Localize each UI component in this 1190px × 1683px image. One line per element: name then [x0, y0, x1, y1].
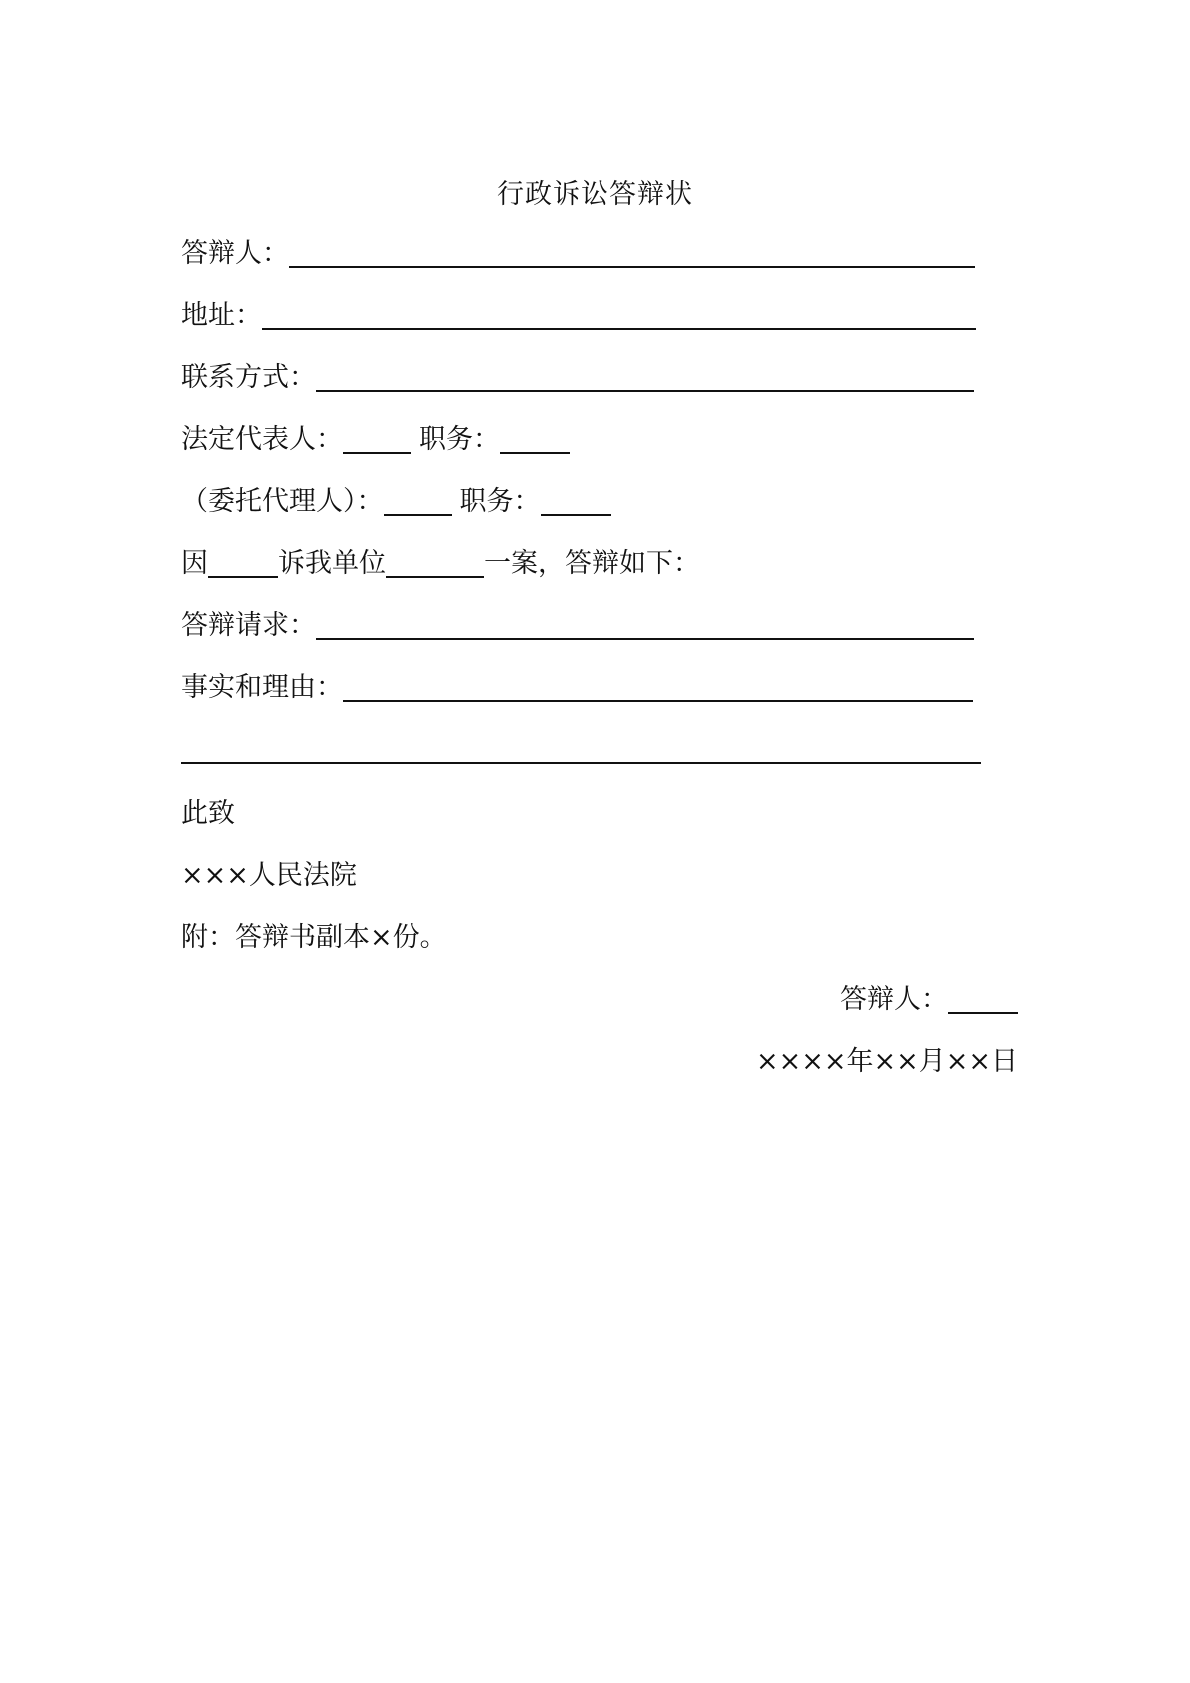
case-prefix: 因 — [181, 548, 208, 579]
legal-rep-row — [181, 422, 570, 458]
salutation: 此致 — [181, 798, 235, 829]
respondent-row — [181, 236, 975, 272]
agent-field[interactable] — [384, 484, 452, 516]
signature-row — [840, 982, 1018, 1018]
case-name-field[interactable] — [386, 546, 484, 578]
attachment-row — [181, 920, 447, 956]
contact-label: 联系方式： — [181, 362, 316, 393]
request-label: 答辩请求： — [181, 610, 316, 641]
signature-field[interactable] — [948, 982, 1018, 1014]
attachment-note: 附：答辩书副本×份。 — [181, 922, 447, 953]
plaintiff-field[interactable] — [208, 546, 278, 578]
request-field[interactable] — [316, 608, 974, 640]
signature-label: 答辩人： — [840, 984, 948, 1015]
respondent-label: 答辩人： — [181, 238, 289, 269]
court-name: ×××人民法院 — [181, 860, 357, 891]
facts-row — [181, 670, 973, 706]
position-field-2[interactable] — [541, 484, 611, 516]
date-row — [756, 1044, 1018, 1080]
address-field[interactable] — [262, 298, 976, 330]
respondent-field[interactable] — [289, 236, 975, 268]
date: ××××年××月××日 — [756, 1046, 1018, 1077]
address-label: 地址： — [181, 300, 262, 331]
case-row — [181, 546, 700, 582]
document-title: 行政诉讼答辩状 — [497, 179, 693, 210]
case-middle: 诉我单位 — [278, 548, 386, 579]
agent-row — [181, 484, 611, 520]
salutation-row — [181, 796, 235, 832]
position-field-1[interactable] — [500, 422, 570, 454]
agent-label: （委托代理人）： — [181, 486, 384, 517]
case-suffix: 一案，答辩如下： — [484, 548, 700, 579]
legal-rep-field[interactable] — [343, 422, 411, 454]
facts-label: 事实和理由： — [181, 672, 343, 703]
facts-continuation-line[interactable] — [181, 762, 981, 764]
facts-field[interactable] — [343, 670, 973, 702]
court-row — [181, 858, 357, 894]
position-label-1: 职务： — [419, 424, 500, 455]
request-row — [181, 608, 974, 644]
legal-rep-label: 法定代表人： — [181, 424, 343, 455]
position-label-2: 职务： — [459, 486, 541, 517]
address-row — [181, 298, 976, 334]
contact-row — [181, 360, 974, 396]
contact-field[interactable] — [316, 360, 974, 392]
